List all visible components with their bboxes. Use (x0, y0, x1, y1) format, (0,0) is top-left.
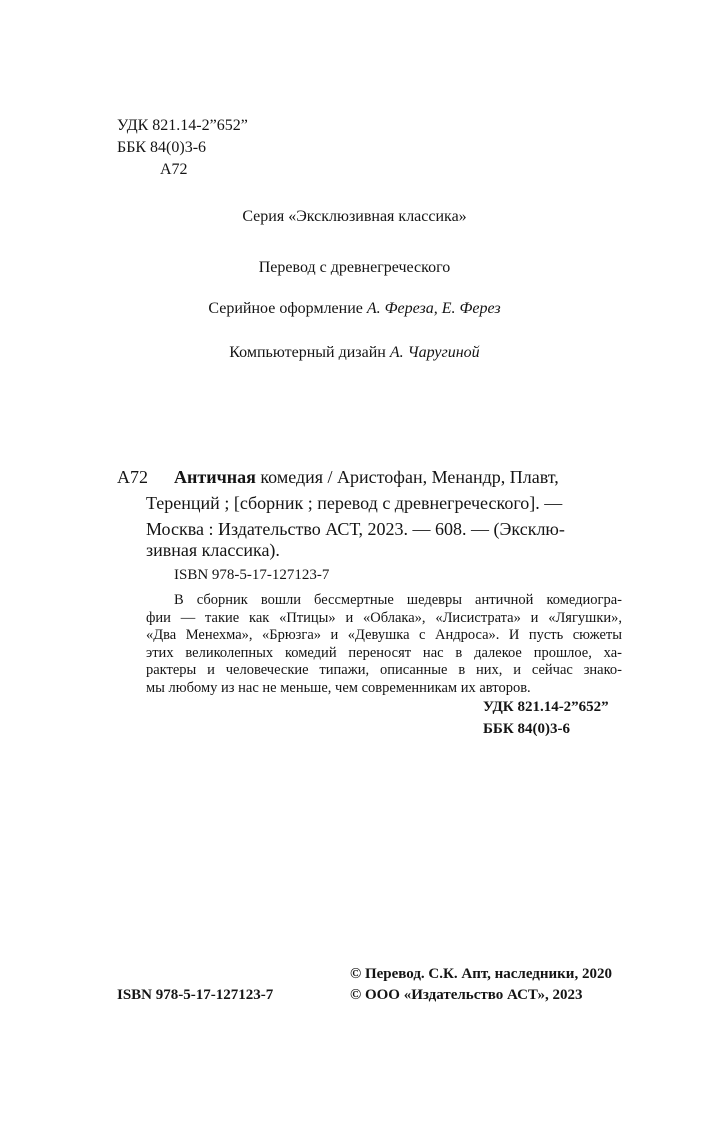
computer-design-line (0, 342, 709, 364)
catalog-line-1 (174, 465, 559, 490)
design-names: А. Фереза, Е. Ферез (366, 300, 501, 317)
copyright-translation: © Перевод. С.К. Апт, наследники, 2020 (350, 966, 612, 982)
translation-line: Перевод с древнегреческого (258, 259, 451, 276)
top-author-mark: А72 (160, 161, 188, 178)
footer-isbn: ISBN 978-5-17-127123-7 (117, 987, 274, 1003)
annotation-line: В сборник вошли бессмертные шедевры античной комедиогра- (174, 592, 622, 608)
design-label: Серийное оформление (208, 300, 367, 317)
catalog-line-4: зивная классика). (146, 540, 280, 560)
catalog-title-bold: Античная (174, 467, 256, 487)
catalog-line-1-rest: комедия / Аристофан, Менандр, Плавт, (255, 467, 559, 487)
computer-design-label: Компьютерный дизайн (229, 344, 390, 361)
annotation-line: «Два Менехма», «Брюзга» и «Девушка с Андроса». И пусть сюжеты (146, 627, 622, 643)
copyright-publisher: © ООО «Издательство АСТ», 2023 (350, 987, 583, 1003)
catalog-bbk: ББК 84(0)3-6 (483, 721, 570, 737)
top-udk: УДК 821.14-2”652” (117, 117, 248, 134)
computer-design-name: А. Чаругиной (389, 344, 480, 361)
design-line (0, 298, 709, 320)
annotation-line: фии — такие как «Птицы» и «Облака», «Лисистрата» и «Лягушки», (146, 609, 622, 626)
annotation-line: рактеры и человеческие типажи, описанные в них, и сейчас знако- (146, 662, 622, 678)
catalog-mark: А72 (117, 467, 148, 487)
catalog-line-3: Москва : Издательство АСТ, 2023. — 608. — (Эксклю- (146, 519, 565, 539)
annotation (146, 592, 622, 697)
catalog-udk: УДК 821.14-2”652” (483, 699, 609, 715)
catalog-line-2: Теренций ; [сборник ; перевод с древнегреческого]. — (146, 493, 563, 513)
top-bbk: ББК 84(0)3-6 (117, 139, 207, 156)
series-line: Серия «Эксклюзивная классика» (242, 208, 467, 225)
annotation-line: мы любому из нас не меньше, чем современникам их авторов. (146, 679, 531, 696)
catalog-isbn: ISBN 978-5-17-127123-7 (174, 567, 330, 583)
annotation-line: этих великолепных комедий переносят нас в далекое прошлое, ха- (146, 644, 622, 661)
